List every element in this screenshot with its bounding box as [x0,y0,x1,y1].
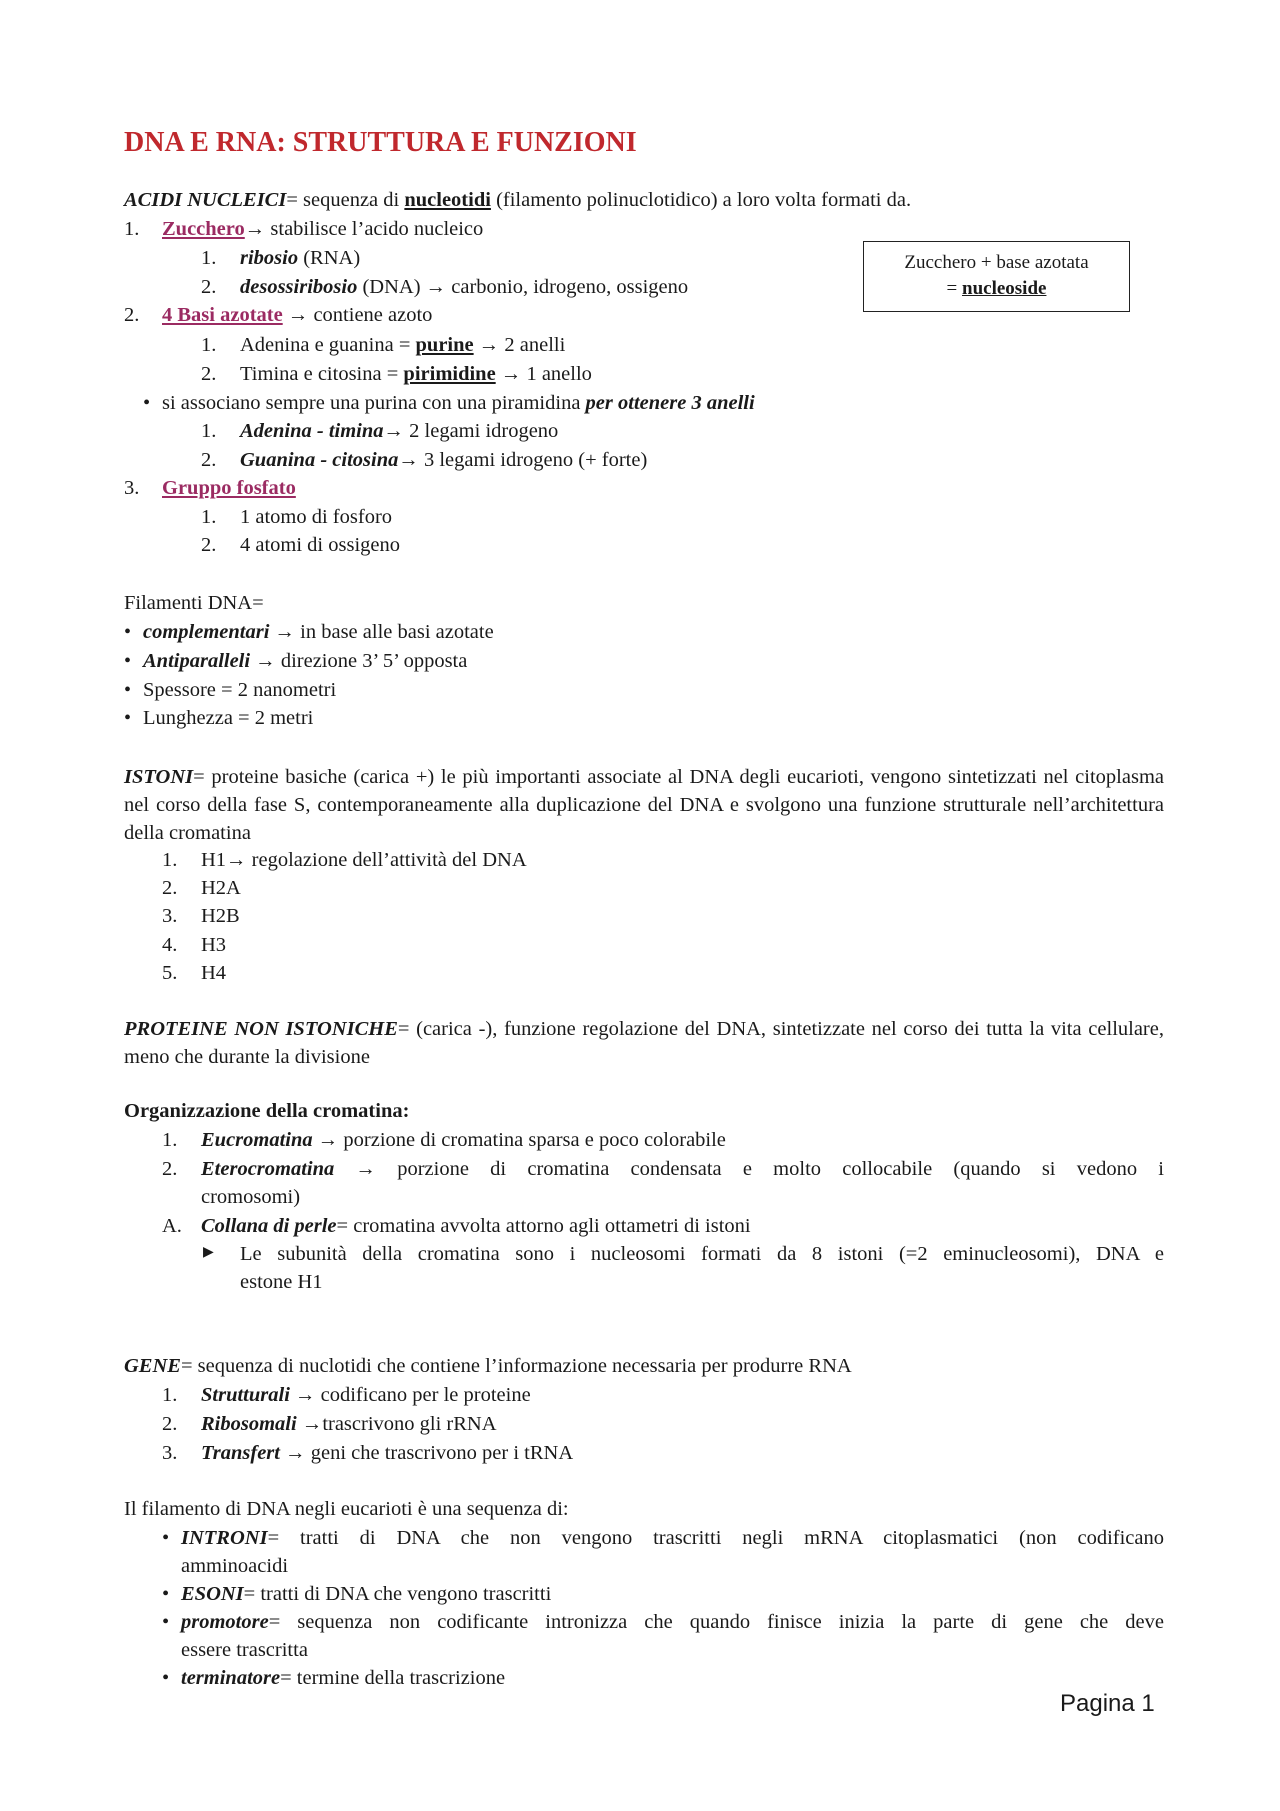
list-item-zucchero: Zucchero→ stabilisce l’acido nucleico [162,218,484,240]
bullet-item-complementari: complementari → in base alle basi azotate [143,621,494,643]
fosfato-label: Gruppo fosfato [162,477,296,499]
bullet-item-introni: INTRONI= tratti di DNA che non vengono trascritti negli mRNA citoplasmatici (non codificano [181,1527,1164,1549]
bullet-icon: • [162,1667,170,1689]
list-num: 2. [162,1413,178,1435]
list-item-eucromatina: Eucromatina → porzione di cromatina sparsa e poco colorabile [201,1129,726,1151]
list-item-h2b: H2B [201,905,240,927]
list-item-h2a: H2A [201,877,241,899]
bullet-icon: • [143,392,151,414]
list-num: 3. [162,1442,178,1464]
bullet-icon: • [124,679,132,701]
zucchero-label: Zucchero [162,218,245,240]
filamento-heading: Il filamento di DNA negli eucarioti è una sequenza di: [124,1498,569,1520]
list-num: 5. [162,962,178,984]
list-item-ribosomali: Ribosomali →trascrivono gli rRNA [201,1413,497,1435]
bullet-item-esoni: ESONI= tratti di DNA che vengono trascritti [181,1583,552,1605]
nucleoside-box: Zucchero + base azotata = nucleoside [863,241,1130,312]
list-item-h1: H1→ regolazione dell’attività del DNA [201,849,527,871]
list-num: 3. [162,905,178,927]
bullet-icon: • [162,1527,170,1549]
list-num: 1. [162,1384,178,1406]
bullet-item-terminatore: terminatore= termine della trascrizione [181,1667,506,1689]
subunita-line2: estone H1 [240,1271,323,1293]
bullet-icon: • [124,707,132,729]
bullet-item-antiparalleli: Antiparalleli → direzione 3’ 5’ opposta [143,650,468,672]
list-item-transfert: Transfert → geni che trascrivono per i tRNA [201,1442,574,1464]
istoni-paragraph: ISTONI= proteine basiche (carica +) le più importanti associate al DNA degli eucarioti, vengono sintetizzati nel citoplasma nel corso della fase S, contemporaneamente alla duplicazione del DNA e svolgono una funzione strutturale nell’architettura della cromatina [124,766,1164,844]
list-item-adenina-timina: Adenina - timina→ 2 legami idrogeno [240,420,559,442]
list-num: 4. [162,934,178,956]
list-item-eterocromatina: Eterocromatina → porzione di cromatina condensata e molto collocabile (quando si vedono i [201,1158,1164,1180]
proteine-paragraph: PROTEINE NON ISTONICHE= (carica -), funzione regolazione del DNA, sintetizzate nel corso dei tutta la vita cellulare, meno che durante la divisione [124,1018,1164,1068]
list-num: 1. [201,334,217,356]
acidi-intro: ACIDI NUCLEICI= sequenza di nucleotidi (filamento polinuclotidico) a loro volta formati da. [124,189,912,211]
list-item-h4: H4 [201,962,227,984]
introni-cont: amminoacidi [181,1555,289,1577]
list-item-collana: Collana di perle= cromatina avvolta attorno agli ottametri di istoni [201,1215,751,1237]
list-item-purine: Adenina e guanina = purine → 2 anelli [240,334,566,356]
bullet-icon: • [162,1583,170,1605]
list-num: 2. [201,449,217,471]
eterocromatina-cont: cromosomi) [201,1186,301,1208]
basi-label: 4 Basi azotate [162,304,283,326]
bullet-icon: • [162,1611,170,1633]
promotore-cont: essere trascritta [181,1639,308,1661]
nucleotidi-term: nucleotidi [404,189,491,211]
list-num: 2. [201,363,217,385]
list-item-ribosio: ribosio (RNA) [240,247,361,269]
subunita-line1: Le subunità della cromatina sono i nucleosomi formati da 8 istoni (=2 eminucleosomi), DNA e [240,1243,1164,1265]
page-number: Pagina 1 [1060,1690,1155,1717]
list-num: 1. [162,849,178,871]
list-num: 1. [201,506,217,528]
list-num: 3. [124,477,140,499]
list-item-h3: H3 [201,934,227,956]
list-item-ossigeno: 4 atomi di ossigeno [240,534,401,556]
page-title: DNA E RNA: STRUTTURA E FUNZIONI [124,127,637,158]
arrow-bullet-icon: ▶ [203,1245,214,1260]
bullet-item-lunghezza: Lunghezza = 2 metri [143,707,314,729]
bullet-icon: • [124,621,132,643]
list-num: 2. [162,877,178,899]
bullet-icon: • [124,650,132,672]
list-num: 1. [124,218,140,240]
list-item-guanina-citosina: Guanina - citosina→ 3 legami idrogeno (+ forte) [240,449,648,471]
list-item-pirimidine: Timina e citosina = pirimidine → 1 anello [240,363,592,385]
list-item-fosfato [162,478,296,499]
cromatina-heading: Organizzazione della cromatina: [124,1100,410,1122]
bullet-item-purina: si associano sempre una purina con una piramidina per ottenere 3 anelli [162,392,755,414]
list-num: 1. [162,1129,178,1151]
bullet-item-spessore: Spessore = 2 nanometri [143,679,337,701]
filamenti-heading: Filamenti DNA= [124,592,264,614]
list-item-strutturali: Strutturali → codificano per le proteine [201,1384,531,1406]
list-num: 2. [124,304,140,326]
list-num: 1. [201,247,217,269]
gene-intro: GENE= sequenza di nuclotidi che contiene l’informazione necessaria per produrre RNA [124,1355,852,1377]
acidi-term: ACIDI NUCLEICI [124,189,287,211]
list-num: 1. [201,420,217,442]
list-num: 2. [201,534,217,556]
list-item-fosforo: 1 atomo di fosforo [240,506,393,528]
bullet-item-promotore: promotore= sequenza non codificante intronizza che quando finisce inizia la parte di gene che deve [181,1611,1164,1633]
list-item-basi: 4 Basi azotate → contiene azoto [162,304,433,326]
list-num: 2. [162,1158,178,1180]
list-item-desossiribosio: desossiribosio (DNA) → carbonio, idrogeno, ossigeno [240,276,689,298]
list-num: 2. [201,276,217,298]
list-num: A. [162,1215,182,1237]
